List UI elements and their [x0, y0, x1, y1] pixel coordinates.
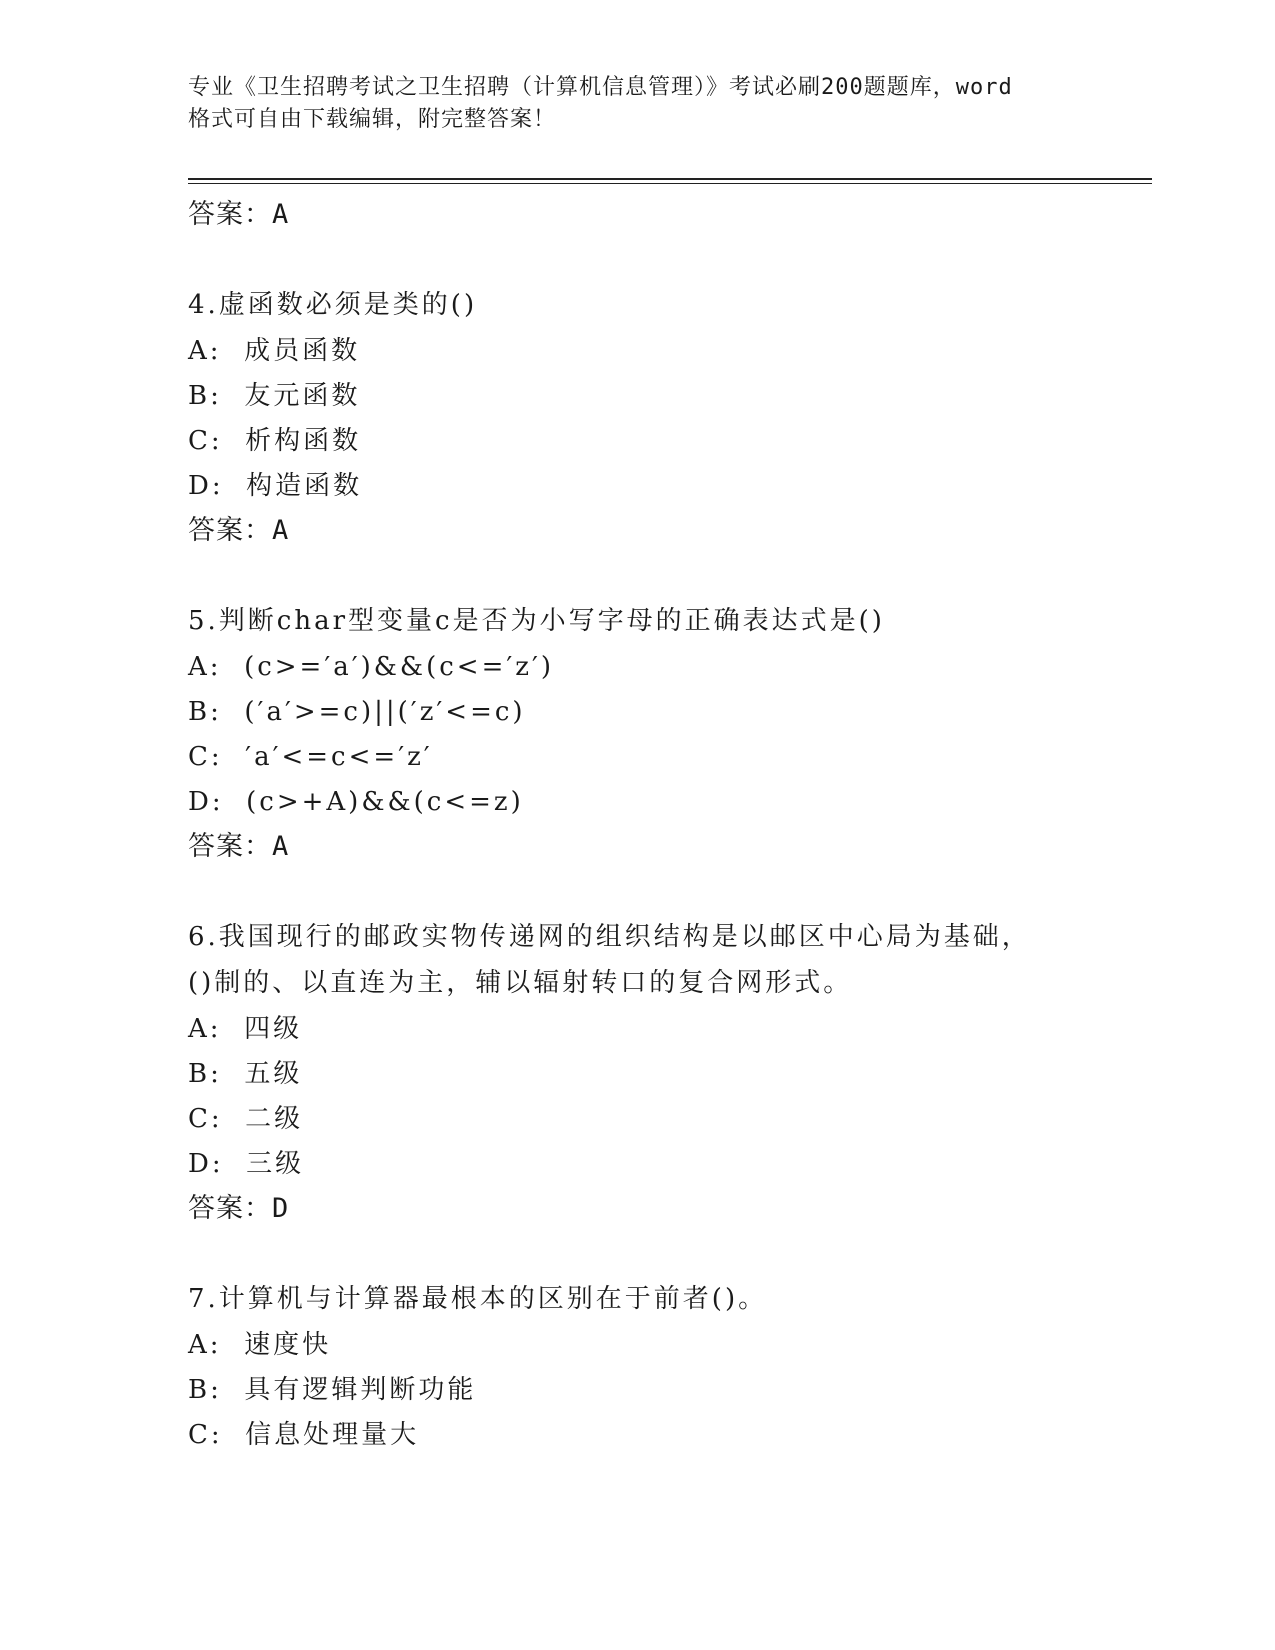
question-list: [188, 192, 1152, 1457]
option-a: A: 成员函数: [188, 336, 361, 366]
answer-line: 答案：A: [188, 199, 290, 230]
question-7: [188, 1276, 1152, 1457]
option-c: C: 析构函数: [188, 426, 362, 456]
header-line-2: 格式可自由下载编辑，附完整答案！: [188, 107, 557, 132]
option-d: D: (c>+A)&&(c<=z): [188, 787, 524, 817]
header-line-1: 专业《卫生招聘考试之卫生招聘（计算机信息管理）》考试必刷200题题库，word: [188, 75, 1013, 100]
option-b: B: 五级: [188, 1059, 303, 1089]
option-a: A: 速度快: [188, 1330, 332, 1360]
option-b: B: 友元函数: [188, 381, 361, 411]
question-4: [188, 282, 1152, 554]
question-text: 6.我国现行的邮政实物传递网的组织结构是以邮区中心局为基础，()制的、以直连为主，辅以辐射转口的复合网形式。: [188, 922, 1031, 998]
document-header: [188, 72, 1088, 136]
question-6: [188, 914, 1152, 1232]
option-d: D: 三级: [188, 1149, 305, 1179]
question-text: 7.计算机与计算器最根本的区别在于前者()。: [188, 1284, 768, 1314]
option-c: C: ′a′<=c<=′z′: [188, 742, 433, 772]
option-a: A: (c>=′a′)&&(c<=′z′): [188, 652, 555, 682]
option-c: C: 信息处理量大: [188, 1420, 420, 1450]
option-c: C: 二级: [188, 1104, 304, 1134]
answer-line: 答案：A: [188, 831, 290, 862]
option-b: B: (′a′>=c)||(′z′<=c): [188, 697, 526, 727]
option-b: B: 具有逻辑判断功能: [188, 1375, 477, 1405]
question-5: [188, 598, 1152, 870]
answer-line: 答案：A: [188, 515, 290, 546]
answer-line: 答案：D: [188, 1193, 290, 1224]
question-text: 4.虚函数必须是类的(): [188, 290, 478, 320]
header-divider-thick: [188, 178, 1152, 180]
option-a: A: 四级: [188, 1014, 303, 1044]
question-text: 5.判断char型变量c是否为小写字母的正确表达式是(): [188, 606, 885, 636]
header-divider-thin: [188, 183, 1152, 184]
option-d: D: 构造函数: [188, 471, 363, 501]
